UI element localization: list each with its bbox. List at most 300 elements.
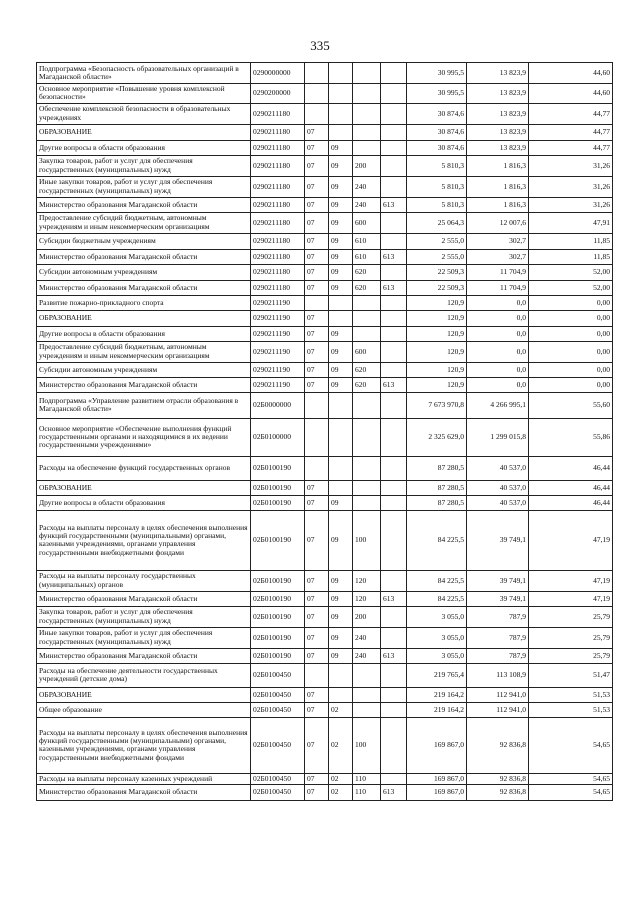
cell-exec: 39 749,1 bbox=[467, 570, 529, 591]
cell-sec bbox=[305, 456, 329, 480]
table-row bbox=[37, 84, 613, 104]
cell-name: Расходы на обеспечение функций государственных органов bbox=[37, 456, 251, 480]
table-row bbox=[37, 510, 613, 570]
cell-plan: 3 055,0 bbox=[407, 606, 467, 627]
cell-sec: 07 bbox=[305, 155, 329, 176]
cell-vr bbox=[353, 326, 381, 341]
cell-ved bbox=[381, 456, 407, 480]
cell-sub bbox=[329, 310, 353, 326]
cell-sec: 07 bbox=[305, 249, 329, 264]
cell-name: Предоставление субсидий бюджетным, автономным учреждениям и иным некоммерческим организациям bbox=[37, 341, 251, 362]
cell-exec: 112 941,0 bbox=[467, 702, 529, 717]
cell-sub: 09 bbox=[329, 140, 353, 155]
cell-sec: 07 bbox=[305, 480, 329, 495]
cell-code: 02Б0000000 bbox=[251, 392, 305, 418]
table-row bbox=[37, 341, 613, 362]
cell-ved bbox=[381, 264, 407, 280]
cell-sec: 07 bbox=[305, 140, 329, 155]
cell-plan: 87 280,5 bbox=[407, 456, 467, 480]
cell-ved bbox=[381, 310, 407, 326]
table-row bbox=[37, 295, 613, 310]
cell-sec bbox=[305, 663, 329, 687]
cell-name: Основное мероприятие «Повышение уровня комплексной безопасности» bbox=[37, 84, 251, 104]
cell-sec: 07 bbox=[305, 606, 329, 627]
cell-name: Министерство образования Магаданской области bbox=[37, 377, 251, 392]
cell-vr bbox=[353, 702, 381, 717]
table-row bbox=[37, 663, 613, 687]
cell-sec: 07 bbox=[305, 233, 329, 249]
cell-pct: 0,00 bbox=[529, 362, 613, 377]
cell-pct: 54,65 bbox=[529, 785, 613, 801]
cell-sec: 07 bbox=[305, 717, 329, 773]
cell-pct: 46,44 bbox=[529, 456, 613, 480]
cell-exec: 0,0 bbox=[467, 341, 529, 362]
cell-name: Субсидии автономным учреждениям bbox=[37, 264, 251, 280]
cell-exec: 40 537,0 bbox=[467, 456, 529, 480]
cell-code: 0290211190 bbox=[251, 295, 305, 310]
cell-plan: 5 810,3 bbox=[407, 176, 467, 197]
cell-plan: 3 055,0 bbox=[407, 648, 467, 663]
cell-sub: 09 bbox=[329, 591, 353, 606]
cell-ved bbox=[381, 627, 407, 648]
cell-sec: 07 bbox=[305, 785, 329, 801]
cell-code: 0290211180 bbox=[251, 103, 305, 124]
cell-exec: 13 823,9 bbox=[467, 124, 529, 140]
cell-plan: 2 555,0 bbox=[407, 233, 467, 249]
cell-sec bbox=[305, 418, 329, 456]
cell-code: 0290211190 bbox=[251, 377, 305, 392]
cell-name: ОБРАЗОВАНИЕ bbox=[37, 310, 251, 326]
cell-name: Министерство образования Магаданской области bbox=[37, 648, 251, 663]
cell-vr: 620 bbox=[353, 264, 381, 280]
cell-code: 0290211180 bbox=[251, 155, 305, 176]
cell-ved bbox=[381, 63, 407, 84]
cell-code: 0290211180 bbox=[251, 264, 305, 280]
cell-sec bbox=[305, 63, 329, 84]
cell-vr: 620 bbox=[353, 280, 381, 295]
cell-sub bbox=[329, 418, 353, 456]
cell-ved bbox=[381, 418, 407, 456]
cell-code: 02Б0100190 bbox=[251, 495, 305, 510]
table-row bbox=[37, 197, 613, 212]
cell-sub: 09 bbox=[329, 495, 353, 510]
table-row bbox=[37, 785, 613, 801]
cell-exec: 112 941,0 bbox=[467, 687, 529, 702]
cell-exec: 13 823,9 bbox=[467, 140, 529, 155]
cell-name: Расходы на выплаты персоналу казенных учреждений bbox=[37, 773, 251, 784]
cell-name: Предоставление субсидий бюджетным, автономным учреждениям и иным некоммерческим организациям bbox=[37, 212, 251, 233]
cell-exec: 0,0 bbox=[467, 377, 529, 392]
cell-exec: 1 299 015,8 bbox=[467, 418, 529, 456]
cell-ved bbox=[381, 155, 407, 176]
cell-exec: 13 823,9 bbox=[467, 103, 529, 124]
cell-ved bbox=[381, 702, 407, 717]
cell-code: 02Б0100450 bbox=[251, 663, 305, 687]
cell-pct: 31,26 bbox=[529, 197, 613, 212]
cell-vr: 600 bbox=[353, 212, 381, 233]
cell-ved: 613 bbox=[381, 785, 407, 801]
cell-pct: 0,00 bbox=[529, 341, 613, 362]
table-row bbox=[37, 717, 613, 773]
cell-code: 02Б0100190 bbox=[251, 606, 305, 627]
cell-pct: 0,00 bbox=[529, 295, 613, 310]
cell-ved bbox=[381, 212, 407, 233]
cell-ved: 613 bbox=[381, 648, 407, 663]
cell-plan: 7 673 970,8 bbox=[407, 392, 467, 418]
cell-exec: 13 823,9 bbox=[467, 63, 529, 84]
cell-name: ОБРАЗОВАНИЕ bbox=[37, 480, 251, 495]
cell-exec: 0,0 bbox=[467, 362, 529, 377]
table-row bbox=[37, 63, 613, 84]
cell-ved bbox=[381, 606, 407, 627]
cell-ved bbox=[381, 140, 407, 155]
cell-code: 0290211180 bbox=[251, 249, 305, 264]
cell-ved bbox=[381, 233, 407, 249]
cell-vr: 620 bbox=[353, 377, 381, 392]
cell-plan: 3 055,0 bbox=[407, 627, 467, 648]
cell-pct: 25,79 bbox=[529, 606, 613, 627]
cell-code: 02Б0100190 bbox=[251, 627, 305, 648]
cell-code: 0290211180 bbox=[251, 176, 305, 197]
cell-ved bbox=[381, 326, 407, 341]
cell-code: 0290211180 bbox=[251, 280, 305, 295]
cell-plan: 120,9 bbox=[407, 341, 467, 362]
table-row bbox=[37, 480, 613, 495]
cell-vr: 110 bbox=[353, 785, 381, 801]
cell-exec: 4 266 995,1 bbox=[467, 392, 529, 418]
cell-vr: 100 bbox=[353, 717, 381, 773]
cell-sub bbox=[329, 124, 353, 140]
cell-plan: 219 164,2 bbox=[407, 687, 467, 702]
cell-sec: 07 bbox=[305, 310, 329, 326]
cell-name: ОБРАЗОВАНИЕ bbox=[37, 124, 251, 140]
cell-sub: 09 bbox=[329, 510, 353, 570]
cell-pct: 44,60 bbox=[529, 63, 613, 84]
cell-code: 02Б0100190 bbox=[251, 591, 305, 606]
cell-name: Министерство образования Магаданской области bbox=[37, 591, 251, 606]
cell-code: 02Б0100000 bbox=[251, 418, 305, 456]
cell-name: Другие вопросы в области образования bbox=[37, 140, 251, 155]
cell-vr: 240 bbox=[353, 197, 381, 212]
cell-pct: 44,77 bbox=[529, 140, 613, 155]
cell-sec: 07 bbox=[305, 341, 329, 362]
table-row bbox=[37, 140, 613, 155]
cell-sub: 02 bbox=[329, 702, 353, 717]
cell-pct: 54,65 bbox=[529, 717, 613, 773]
cell-code: 0290211180 bbox=[251, 124, 305, 140]
cell-sec: 07 bbox=[305, 176, 329, 197]
cell-exec: 13 823,9 bbox=[467, 84, 529, 104]
cell-sub: 09 bbox=[329, 570, 353, 591]
cell-sub: 02 bbox=[329, 785, 353, 801]
cell-ved bbox=[381, 362, 407, 377]
cell-name: Общее образование bbox=[37, 702, 251, 717]
cell-sub: 09 bbox=[329, 648, 353, 663]
cell-ved bbox=[381, 663, 407, 687]
cell-exec: 113 108,9 bbox=[467, 663, 529, 687]
cell-sub: 09 bbox=[329, 249, 353, 264]
cell-name: Развитие пожарно-прикладного спорта bbox=[37, 295, 251, 310]
cell-sub: 02 bbox=[329, 717, 353, 773]
cell-code: 0290000000 bbox=[251, 63, 305, 84]
cell-vr: 610 bbox=[353, 233, 381, 249]
cell-sec: 07 bbox=[305, 264, 329, 280]
cell-sec: 07 bbox=[305, 362, 329, 377]
cell-name: Министерство образования Магаданской области bbox=[37, 249, 251, 264]
cell-exec: 787,9 bbox=[467, 648, 529, 663]
cell-code: 02Б0100450 bbox=[251, 717, 305, 773]
cell-pct: 0,00 bbox=[529, 377, 613, 392]
cell-sub: 09 bbox=[329, 606, 353, 627]
cell-exec: 1 816,3 bbox=[467, 176, 529, 197]
cell-vr: 200 bbox=[353, 155, 381, 176]
cell-vr bbox=[353, 63, 381, 84]
cell-exec: 0,0 bbox=[467, 310, 529, 326]
cell-pct: 46,44 bbox=[529, 495, 613, 510]
cell-vr: 240 bbox=[353, 648, 381, 663]
cell-pct: 11,85 bbox=[529, 233, 613, 249]
table-row bbox=[37, 392, 613, 418]
table-row bbox=[37, 176, 613, 197]
cell-code: 0290200000 bbox=[251, 84, 305, 104]
cell-exec: 92 836,8 bbox=[467, 785, 529, 801]
table-row bbox=[37, 456, 613, 480]
cell-vr: 110 bbox=[353, 773, 381, 784]
cell-code: 02Б0100190 bbox=[251, 456, 305, 480]
cell-plan: 120,9 bbox=[407, 377, 467, 392]
cell-plan: 5 810,3 bbox=[407, 155, 467, 176]
cell-pct: 44,77 bbox=[529, 103, 613, 124]
cell-plan: 22 509,3 bbox=[407, 264, 467, 280]
cell-exec: 1 816,3 bbox=[467, 197, 529, 212]
cell-plan: 219 765,4 bbox=[407, 663, 467, 687]
cell-sec: 07 bbox=[305, 591, 329, 606]
cell-plan: 30 874,6 bbox=[407, 124, 467, 140]
cell-sec: 07 bbox=[305, 510, 329, 570]
cell-sec: 07 bbox=[305, 627, 329, 648]
cell-code: 02Б0100450 bbox=[251, 687, 305, 702]
cell-sec bbox=[305, 295, 329, 310]
cell-exec: 787,9 bbox=[467, 627, 529, 648]
cell-name: Закупка товаров, работ и услуг для обеспечения государственных (муниципальных) нужд bbox=[37, 606, 251, 627]
cell-sub bbox=[329, 687, 353, 702]
cell-exec: 40 537,0 bbox=[467, 480, 529, 495]
cell-vr bbox=[353, 103, 381, 124]
cell-ved bbox=[381, 176, 407, 197]
cell-sub: 09 bbox=[329, 377, 353, 392]
cell-name: Другие вопросы в области образования bbox=[37, 326, 251, 341]
cell-sec: 07 bbox=[305, 687, 329, 702]
cell-pct: 52,00 bbox=[529, 280, 613, 295]
cell-pct: 0,00 bbox=[529, 326, 613, 341]
cell-code: 0290211190 bbox=[251, 310, 305, 326]
cell-sub: 09 bbox=[329, 155, 353, 176]
cell-pct: 0,00 bbox=[529, 310, 613, 326]
table-row bbox=[37, 212, 613, 233]
cell-name: Министерство образования Магаданской области bbox=[37, 197, 251, 212]
cell-pct: 25,79 bbox=[529, 627, 613, 648]
cell-plan: 2 325 629,0 bbox=[407, 418, 467, 456]
cell-exec: 11 704,9 bbox=[467, 280, 529, 295]
cell-pct: 46,44 bbox=[529, 480, 613, 495]
cell-vr bbox=[353, 124, 381, 140]
cell-sub: 09 bbox=[329, 176, 353, 197]
cell-name: Расходы на выплаты персоналу государственных (муниципальных) органов bbox=[37, 570, 251, 591]
cell-ved bbox=[381, 341, 407, 362]
cell-code: 0290211180 bbox=[251, 197, 305, 212]
cell-plan: 84 225,5 bbox=[407, 591, 467, 606]
cell-pct: 51,53 bbox=[529, 687, 613, 702]
cell-ved: 613 bbox=[381, 197, 407, 212]
cell-name: Обеспечение комплексной безопасности в образовательных учреждениях bbox=[37, 103, 251, 124]
cell-vr bbox=[353, 84, 381, 104]
cell-pct: 44,77 bbox=[529, 124, 613, 140]
cell-plan: 30 874,6 bbox=[407, 140, 467, 155]
cell-code: 0290211180 bbox=[251, 233, 305, 249]
cell-sec: 07 bbox=[305, 280, 329, 295]
cell-name: Министерство образования Магаданской области bbox=[37, 280, 251, 295]
cell-pct: 55,60 bbox=[529, 392, 613, 418]
cell-vr: 200 bbox=[353, 606, 381, 627]
cell-pct: 47,91 bbox=[529, 212, 613, 233]
cell-pct: 55,86 bbox=[529, 418, 613, 456]
cell-ved: 613 bbox=[381, 280, 407, 295]
cell-sec: 07 bbox=[305, 773, 329, 784]
cell-ved bbox=[381, 392, 407, 418]
cell-sub: 09 bbox=[329, 197, 353, 212]
cell-pct: 25,79 bbox=[529, 648, 613, 663]
cell-sub: 09 bbox=[329, 341, 353, 362]
cell-name: Субсидии бюджетным учреждениям bbox=[37, 233, 251, 249]
cell-name: ОБРАЗОВАНИЕ bbox=[37, 687, 251, 702]
cell-sub: 09 bbox=[329, 212, 353, 233]
cell-plan: 5 810,3 bbox=[407, 197, 467, 212]
cell-name: Основное мероприятие «Обеспечение выполнения функций государственными органами и находящимися в их ведении государственными учреждениями» bbox=[37, 418, 251, 456]
cell-name: Другие вопросы в области образования bbox=[37, 495, 251, 510]
cell-vr: 240 bbox=[353, 627, 381, 648]
cell-exec: 92 836,8 bbox=[467, 773, 529, 784]
cell-pct: 47,19 bbox=[529, 510, 613, 570]
cell-name: Подпрограмма «Управление развитием отрасли образования в Магаданской области» bbox=[37, 392, 251, 418]
cell-exec: 787,9 bbox=[467, 606, 529, 627]
cell-exec: 39 749,1 bbox=[467, 591, 529, 606]
cell-ved bbox=[381, 295, 407, 310]
cell-exec: 11 704,9 bbox=[467, 264, 529, 280]
table-row bbox=[37, 687, 613, 702]
cell-plan: 84 225,5 bbox=[407, 510, 467, 570]
cell-sec: 07 bbox=[305, 124, 329, 140]
cell-ved bbox=[381, 717, 407, 773]
cell-ved bbox=[381, 84, 407, 104]
cell-pct: 54,65 bbox=[529, 773, 613, 784]
cell-vr bbox=[353, 392, 381, 418]
cell-sec: 07 bbox=[305, 495, 329, 510]
cell-code: 02Б0100190 bbox=[251, 570, 305, 591]
cell-name: Закупка товаров, работ и услуг для обеспечения государственных (муниципальных) нужд bbox=[37, 155, 251, 176]
table-row bbox=[37, 310, 613, 326]
cell-code: 02Б0100450 bbox=[251, 773, 305, 784]
cell-plan: 87 280,5 bbox=[407, 480, 467, 495]
cell-plan: 87 280,5 bbox=[407, 495, 467, 510]
cell-vr: 100 bbox=[353, 510, 381, 570]
cell-vr: 120 bbox=[353, 570, 381, 591]
cell-vr bbox=[353, 687, 381, 702]
cell-sec bbox=[305, 392, 329, 418]
cell-name: Иные закупки товаров, работ и услуг для обеспечения государственных (муниципальных) нужд bbox=[37, 176, 251, 197]
table-row bbox=[37, 155, 613, 176]
cell-code: 0290211190 bbox=[251, 362, 305, 377]
cell-sub: 09 bbox=[329, 627, 353, 648]
cell-pct: 44,60 bbox=[529, 84, 613, 104]
cell-pct: 51,47 bbox=[529, 663, 613, 687]
cell-sub: 09 bbox=[329, 233, 353, 249]
budget-table bbox=[36, 62, 613, 801]
cell-code: 0290211190 bbox=[251, 341, 305, 362]
cell-plan: 169 867,0 bbox=[407, 785, 467, 801]
cell-plan: 120,9 bbox=[407, 295, 467, 310]
cell-vr bbox=[353, 140, 381, 155]
cell-plan: 169 867,0 bbox=[407, 773, 467, 784]
cell-sec bbox=[305, 103, 329, 124]
cell-ved bbox=[381, 687, 407, 702]
table-row bbox=[37, 124, 613, 140]
cell-code: 0290211180 bbox=[251, 140, 305, 155]
cell-vr bbox=[353, 418, 381, 456]
cell-sec: 07 bbox=[305, 212, 329, 233]
cell-sub: 09 bbox=[329, 280, 353, 295]
cell-name: Субсидии автономным учреждениям bbox=[37, 362, 251, 377]
table-row bbox=[37, 495, 613, 510]
cell-exec: 92 836,8 bbox=[467, 717, 529, 773]
cell-plan: 120,9 bbox=[407, 326, 467, 341]
cell-sub bbox=[329, 63, 353, 84]
table-row bbox=[37, 233, 613, 249]
table-row bbox=[37, 702, 613, 717]
table-row bbox=[37, 570, 613, 591]
cell-exec: 1 816,3 bbox=[467, 155, 529, 176]
cell-vr: 120 bbox=[353, 591, 381, 606]
table-row bbox=[37, 249, 613, 264]
cell-name: Иные закупки товаров, работ и услуг для обеспечения государственных (муниципальных) нужд bbox=[37, 627, 251, 648]
cell-plan: 120,9 bbox=[407, 310, 467, 326]
cell-name: Расходы на обеспечение деятельности государственных учреждений (детские дома) bbox=[37, 663, 251, 687]
cell-vr: 600 bbox=[353, 341, 381, 362]
cell-vr bbox=[353, 480, 381, 495]
table-row bbox=[37, 773, 613, 784]
cell-plan: 30 995,5 bbox=[407, 63, 467, 84]
table-row bbox=[37, 264, 613, 280]
table-body bbox=[37, 63, 613, 801]
cell-pct: 47,19 bbox=[529, 570, 613, 591]
cell-sec: 07 bbox=[305, 648, 329, 663]
cell-vr bbox=[353, 663, 381, 687]
table-row bbox=[37, 627, 613, 648]
table-row bbox=[37, 606, 613, 627]
cell-code: 02Б0100450 bbox=[251, 785, 305, 801]
cell-sec: 07 bbox=[305, 326, 329, 341]
table-row bbox=[37, 362, 613, 377]
cell-sub: 09 bbox=[329, 362, 353, 377]
cell-code: 0290211190 bbox=[251, 326, 305, 341]
cell-sec: 07 bbox=[305, 570, 329, 591]
cell-code: 02Б0100190 bbox=[251, 648, 305, 663]
cell-sec bbox=[305, 84, 329, 104]
cell-exec: 0,0 bbox=[467, 326, 529, 341]
cell-ved: 613 bbox=[381, 591, 407, 606]
cell-exec: 0,0 bbox=[467, 295, 529, 310]
cell-code: 02Б0100450 bbox=[251, 702, 305, 717]
cell-plan: 25 064,3 bbox=[407, 212, 467, 233]
